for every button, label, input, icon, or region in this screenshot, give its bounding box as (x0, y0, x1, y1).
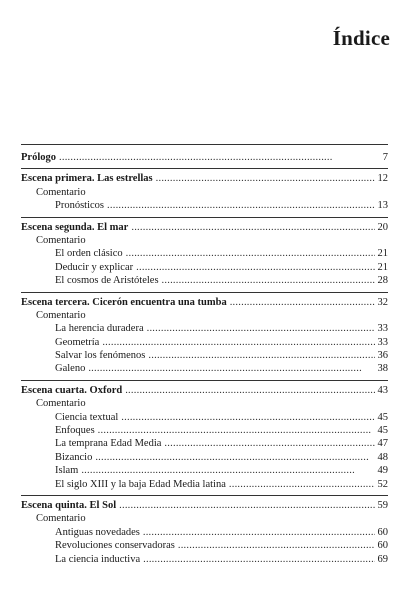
toc-entry (21, 526, 388, 539)
toc-entry-title: El cosmos de Aristóteles (55, 275, 159, 287)
toc-page: 32 (377, 296, 388, 308)
leader-dots (88, 362, 374, 375)
toc-page: 21 (377, 248, 388, 260)
toc-page: 69 (377, 553, 388, 565)
toc-entry (21, 539, 388, 552)
toc-page: 20 (377, 221, 388, 233)
toc-entry (21, 451, 388, 464)
toc-entry-title: La herencia duradera (55, 323, 144, 335)
toc-page: 45 (377, 411, 388, 423)
toc-page: 33 (377, 323, 388, 335)
toc-entry (21, 478, 388, 491)
leader-dots (102, 336, 374, 349)
toc-entry (21, 322, 388, 335)
toc-line (21, 151, 388, 164)
leader-dots (178, 539, 375, 552)
leader-dots (162, 274, 375, 287)
toc-title: Escena tercera. Cicerón encuentra una tumba (21, 296, 227, 308)
toc-title: Escena primera. Las estrellas (21, 173, 153, 185)
toc-subheading: Comentario (36, 398, 86, 410)
leader-dots (59, 151, 375, 164)
toc-page: 12 (377, 173, 388, 185)
toc-page: 60 (377, 526, 388, 538)
toc-page: 59 (377, 499, 388, 511)
toc-subheading: Comentario (36, 309, 86, 321)
leader-dots (229, 478, 375, 491)
toc-subheading: Comentario (36, 234, 86, 246)
toc-page: 43 (377, 384, 388, 396)
toc-subheading: Comentario (36, 513, 86, 525)
toc-entry-title: Deducir y explicar (55, 261, 134, 273)
toc-entry-title: Antiguas novedades (55, 526, 140, 538)
toc-entry (21, 349, 388, 362)
toc-entry (21, 411, 388, 424)
toc-entry (21, 274, 388, 287)
toc-page: 60 (377, 540, 388, 552)
leader-dots (107, 199, 374, 212)
leader-dots (121, 411, 374, 424)
toc-entry-title: Salvar los fenómenos (55, 350, 146, 362)
toc-page: 47 (377, 438, 388, 450)
leader-dots (136, 261, 374, 274)
toc-page: 45 (377, 425, 388, 437)
toc-page: 21 (377, 261, 388, 273)
toc-title: Escena cuarta. Oxford (21, 384, 123, 396)
toc-section (21, 169, 388, 217)
toc-entry (21, 362, 388, 375)
leader-dots (81, 464, 374, 477)
toc-line (21, 221, 388, 234)
toc-entry (21, 261, 388, 274)
leader-dots (131, 221, 374, 234)
toc-title: Escena segunda. El mar (21, 221, 129, 233)
toc-title: Prólogo (21, 152, 56, 163)
leader-dots (148, 349, 374, 362)
toc-line (21, 296, 388, 309)
toc-page: 52 (377, 478, 388, 490)
toc-entry-title: El siglo XIII y la baja Edad Media latina (55, 478, 226, 490)
leader-dots (164, 437, 374, 450)
toc-entry-title: La ciencia inductiva (55, 553, 141, 565)
toc-line (21, 172, 388, 185)
leader-dots (143, 553, 374, 566)
leader-dots (125, 384, 374, 397)
toc-page: 7 (382, 152, 388, 163)
toc-entry (21, 424, 388, 437)
toc-title: Escena quinta. El Sol (21, 499, 117, 511)
toc-entry (21, 199, 388, 212)
toc-section (21, 293, 388, 381)
toc-section (21, 218, 388, 293)
toc-entry-title: Enfoques (55, 425, 95, 437)
leader-dots (156, 172, 375, 185)
toc-entry (21, 464, 388, 477)
toc-page: 48 (377, 451, 388, 463)
toc-entry-title: La temprana Edad Media (55, 438, 162, 450)
toc-entry (21, 437, 388, 450)
toc-entry (21, 336, 388, 349)
leader-dots (230, 296, 375, 309)
toc-prologue (21, 148, 388, 169)
leader-dots (147, 322, 375, 335)
toc-entry-title: Revoluciones conservadoras (55, 540, 175, 552)
toc-entry-title: Geometría (55, 336, 100, 348)
toc-page: 28 (377, 275, 388, 287)
toc-section (21, 496, 388, 570)
toc-entry (21, 247, 388, 260)
leader-dots (98, 424, 375, 437)
toc-entry-title: Galeno (55, 363, 86, 375)
toc-page: 36 (377, 350, 388, 362)
toc-entry-title: Ciencia textual (55, 411, 119, 423)
toc-page: 13 (377, 200, 388, 212)
divider (21, 144, 388, 145)
leader-dots (119, 499, 374, 512)
toc-entry (21, 553, 388, 566)
leader-dots (95, 451, 374, 464)
leader-dots (126, 247, 375, 260)
toc-entry-title: El orden clásico (55, 248, 123, 260)
toc-section (21, 381, 388, 496)
toc-entry-title: Pronósticos (55, 200, 105, 212)
toc-page: 38 (377, 363, 388, 375)
toc-line (21, 384, 388, 397)
page-title: Índice (332, 26, 390, 50)
toc-line (21, 499, 388, 512)
table-of-contents (21, 144, 388, 570)
toc-page: 33 (377, 336, 388, 348)
toc-entry-title: Islam (55, 465, 79, 477)
leader-dots (143, 526, 375, 539)
toc-page: 49 (377, 465, 388, 477)
toc-subheading: Comentario (36, 186, 86, 198)
toc-entry-title: Bizancio (55, 451, 93, 463)
